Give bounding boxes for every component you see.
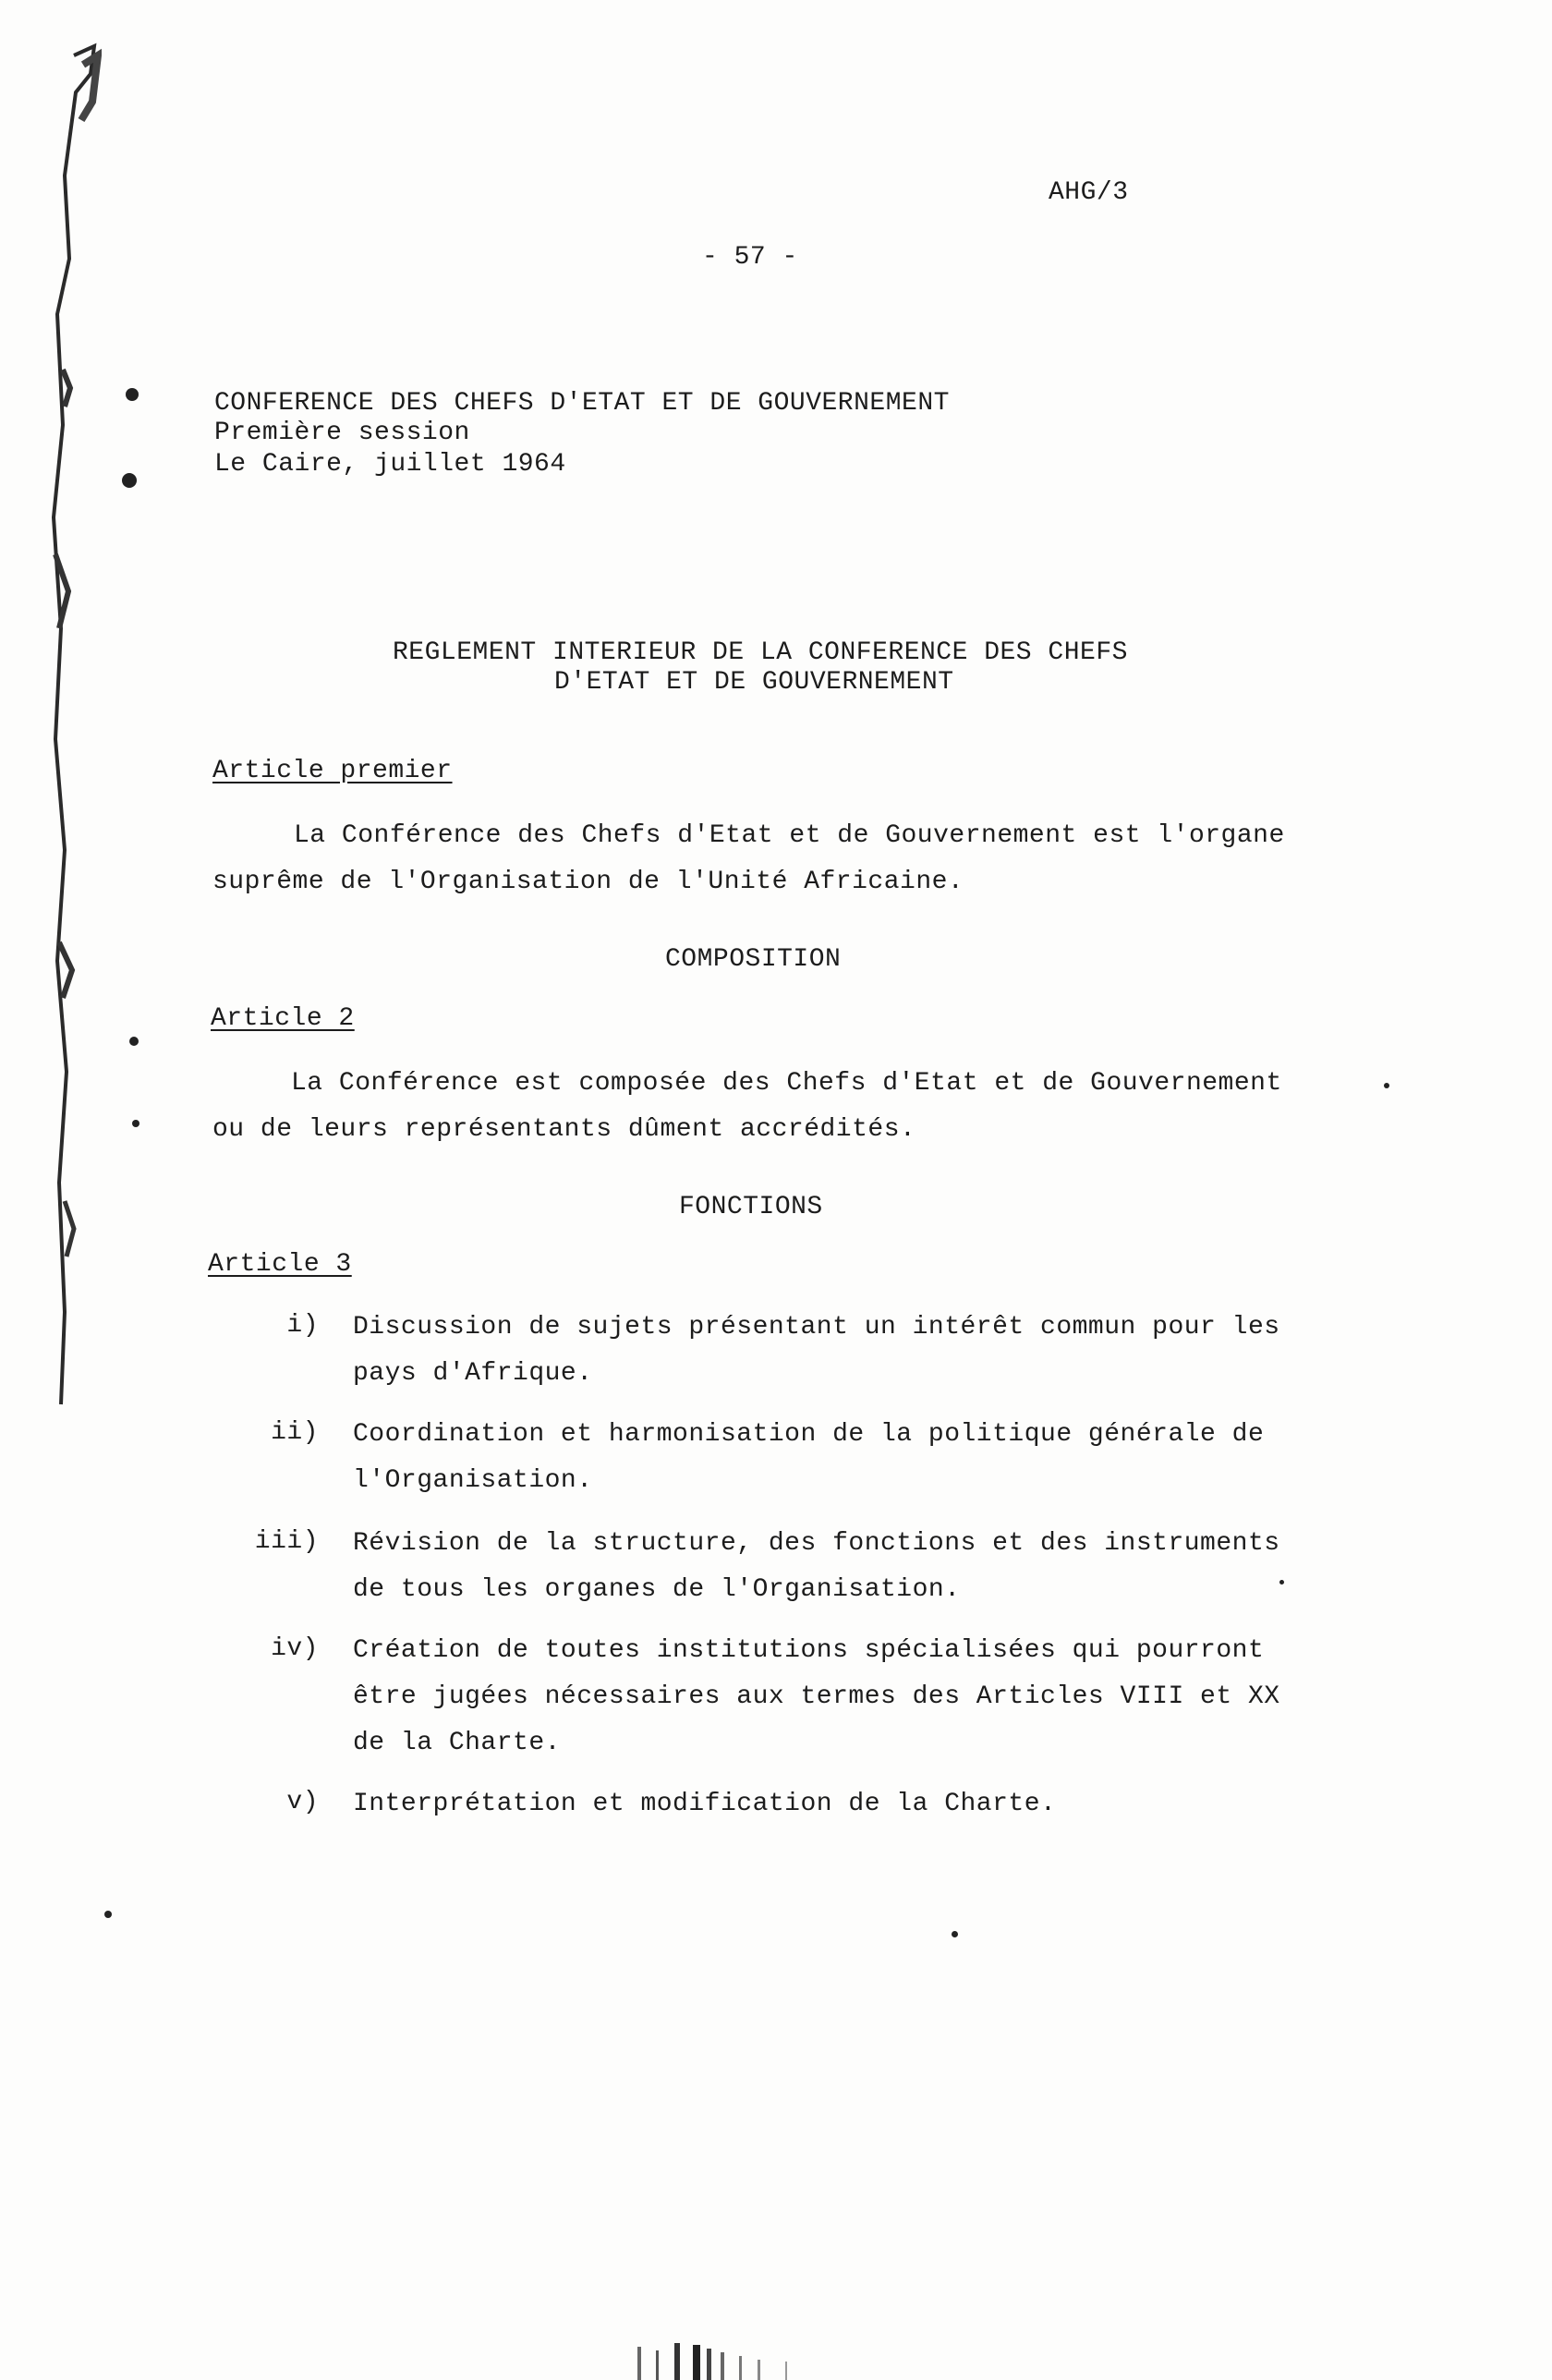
scan-edge-artifact [37, 37, 102, 1423]
place-date-line: Le Caire, juillet 1964 [214, 450, 566, 479]
list-item-text-line: de tous les organes de l'Organisation. [353, 1575, 961, 1604]
article-2-text-line: ou de leurs représentants dûment accrédités. [212, 1115, 916, 1144]
list-item-number: v) [286, 1788, 319, 1816]
list-item-text-line: être jugées nécessaires aux termes des Articles VIII et XX [353, 1682, 1280, 1711]
list-item-text-line: Révision de la structure, des fonctions et des instruments [353, 1529, 1280, 1558]
article-2-heading: Article 2 [211, 1004, 355, 1033]
ink-speck [952, 1931, 958, 1937]
list-item-text-line: Coordination et harmonisation de la politique générale de [353, 1420, 1265, 1449]
ink-speck [129, 1037, 139, 1046]
ink-speck [132, 1120, 139, 1127]
document-title-line-1: REGLEMENT INTERIEUR DE LA CONFERENCE DES CHEFS [393, 638, 1128, 667]
list-item-number: iii) [254, 1527, 319, 1556]
ink-speck [104, 1911, 112, 1918]
article-2-text-line: La Conférence est composée des Chefs d'Etat et de Gouvernement [291, 1069, 1282, 1098]
scan-bottom-artifact [600, 2338, 859, 2380]
ink-speck [1279, 1580, 1284, 1585]
list-item-number: ii) [271, 1418, 319, 1447]
list-item-text-line: pays d'Afrique. [353, 1359, 593, 1388]
list-item-number: i) [286, 1311, 319, 1340]
conference-heading: CONFERENCE DES CHEFS D'ETAT ET DE GOUVERNEMENT [214, 389, 950, 418]
article-1-heading: Article premier [212, 757, 453, 785]
list-item-text-line: l'Organisation. [353, 1466, 593, 1495]
list-item-text-line: Interprétation et modification de la Charte. [353, 1790, 1057, 1818]
page-number: - 57 - [702, 243, 798, 272]
section-fonctions-heading: FONCTIONS [679, 1193, 823, 1221]
article-1-text-line: La Conférence des Chefs d'Etat et de Gouvernement est l'organe [294, 821, 1285, 850]
document-title-line-2: D'ETAT ET DE GOUVERNEMENT [554, 668, 954, 697]
article-1-text-line: suprême de l'Organisation de l'Unité Africaine. [212, 868, 964, 896]
ink-speck [1384, 1083, 1389, 1088]
list-item-text-line: Discussion de sujets présentant un intérêt commun pour les [353, 1313, 1280, 1342]
document-code: AHG/3 [1049, 178, 1129, 207]
list-item-text-line: de la Charte. [353, 1729, 561, 1757]
list-item-number: iv) [271, 1634, 319, 1663]
list-item-text-line: Création de toutes institutions spécialisées qui pourront [353, 1636, 1265, 1665]
punch-hole-mark [126, 388, 139, 401]
punch-hole-mark [122, 473, 137, 488]
section-composition-heading: COMPOSITION [665, 945, 842, 974]
session-line: Première session [214, 419, 470, 447]
article-3-heading: Article 3 [208, 1250, 352, 1279]
